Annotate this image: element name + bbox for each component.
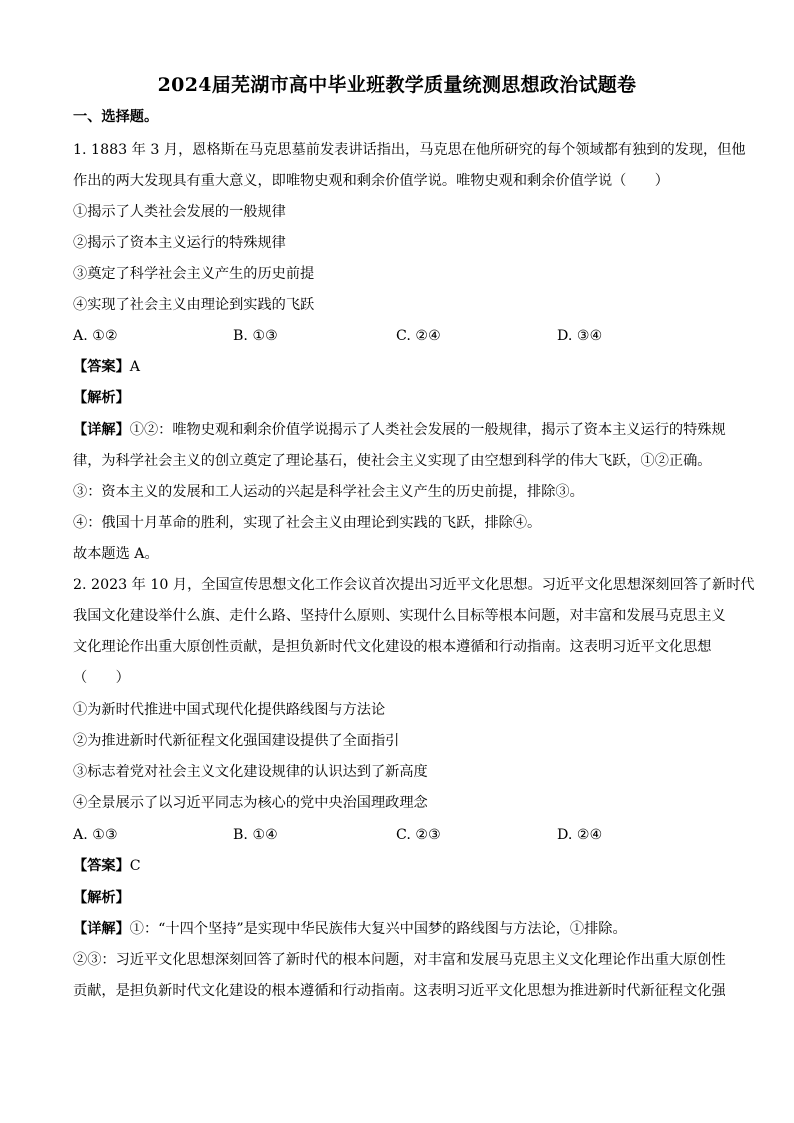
q2-item: ③标志着党对社会主义文化建设规律的认识达到了新高度	[73, 764, 428, 780]
q2-option-d: D. ②④	[557, 827, 603, 843]
q2-detail-line	[73, 919, 627, 939]
q2-option-b: B. ①④	[233, 827, 278, 843]
q2-item: ④全景展示了以习近平同志为核心的党中央治国理政理念	[73, 795, 428, 811]
q2-stem-line: 我国文化建设举什么旗、走什么路、坚持什么原则、实现什么目标等根本问题，对丰富和发展马克思主义	[73, 608, 726, 624]
q1-detail-line: ③：资本主义的发展和工人运动的兴起是科学社会主义产生的历史前提，排除③。	[73, 484, 584, 500]
q1-detail-line: 律，为科学社会主义的创立奠定了理论基石，使社会主义实现了由空想到科学的伟大飞跃，①②正确。	[73, 453, 712, 469]
q2-stem-line: 2. 2023 年 10 月，全国宣传思想文化工作会议首次提出习近平文化思想。习近平文化思想深刻回答了新时代	[73, 577, 755, 593]
q1-option-d: D. ③④	[557, 328, 603, 344]
q1-detail-line	[73, 420, 726, 440]
answer-value: C	[129, 858, 141, 874]
q1-item: ①揭示了人类社会发展的一般规律	[73, 204, 286, 220]
q1-option-a: A. ①②	[73, 328, 118, 344]
q2-detail-line: 贡献，是担负新时代文化建设的根本遵循和行动指南。这表明习近平文化思想为推进新时代新征程文化强	[73, 983, 726, 999]
q2-item: ②为推进新时代新征程文化强国建设提供了全面指引	[73, 733, 400, 749]
answer-tag: 【答案】	[73, 858, 130, 874]
q2-option-a: A. ①③	[73, 827, 118, 843]
q1-item: ③奠定了科学社会主义产生的历史前提	[73, 266, 315, 282]
q1-stem-line: 1. 1883 年 3 月，恩格斯在马克思墓前发表讲话指出，马克思在他所研究的每个领域都有独到的发现，但他	[73, 142, 746, 158]
q1-detail-line: ④：俄国十月革命的胜利，实现了社会主义由理论到实践的飞跃，排除④。	[73, 515, 542, 531]
analysis-tag: 【解析】	[73, 390, 130, 406]
q1-conclusion: 故本题选 A。	[73, 546, 159, 562]
detail-text: ①：“十四个坚持”是实现中华民族伟大复兴中国梦的路线图与方法论，①排除。	[129, 921, 627, 937]
q1-item: ②揭示了资本主义运行的特殊规律	[73, 235, 286, 251]
q2-analysis	[73, 888, 130, 908]
q1-stem-line: 作出的两大发现具有重大意义，即唯物史观和剩余价值学说。唯物史观和剩余价值学说（ ）	[73, 173, 669, 189]
q2-stem-line: （ ）	[73, 670, 130, 686]
answer-tag: 【答案】	[73, 359, 130, 375]
detail-tag: 【详解】	[73, 921, 130, 937]
q1-item: ④实现了社会主义由理论到实践的飞跃	[73, 297, 315, 313]
q2-answer	[73, 856, 141, 876]
q1-option-c: C. ②④	[396, 328, 441, 344]
section-heading: 一、选择题。	[73, 109, 159, 125]
analysis-tag: 【解析】	[73, 890, 130, 906]
detail-text: ①②：唯物史观和剩余价值学说揭示了人类社会发展的一般规律，揭示了资本主义运行的特殊规	[129, 422, 726, 438]
q1-analysis	[73, 388, 130, 408]
q2-option-c: C. ②③	[396, 827, 441, 843]
answer-value: A	[129, 359, 141, 375]
q1-answer	[73, 357, 140, 377]
detail-tag: 【详解】	[73, 422, 130, 438]
q1-option-b: B. ①③	[233, 328, 278, 344]
q2-item: ①为新时代推进中国式现代化提供路线图与方法论	[73, 702, 386, 718]
page-title: 2024届芜湖市高中毕业班教学质量统测思想政治试题卷	[157, 74, 637, 96]
q2-stem-line: 文化理论作出重大原创性贡献，是担负新时代文化建设的根本遵循和行动指南。这表明习近平文化思想	[73, 639, 712, 655]
q2-detail-line: ②③：习近平文化思想深刻回答了新时代的根本问题，对丰富和发展马克思主义文化理论作出重大原创性	[73, 952, 726, 968]
